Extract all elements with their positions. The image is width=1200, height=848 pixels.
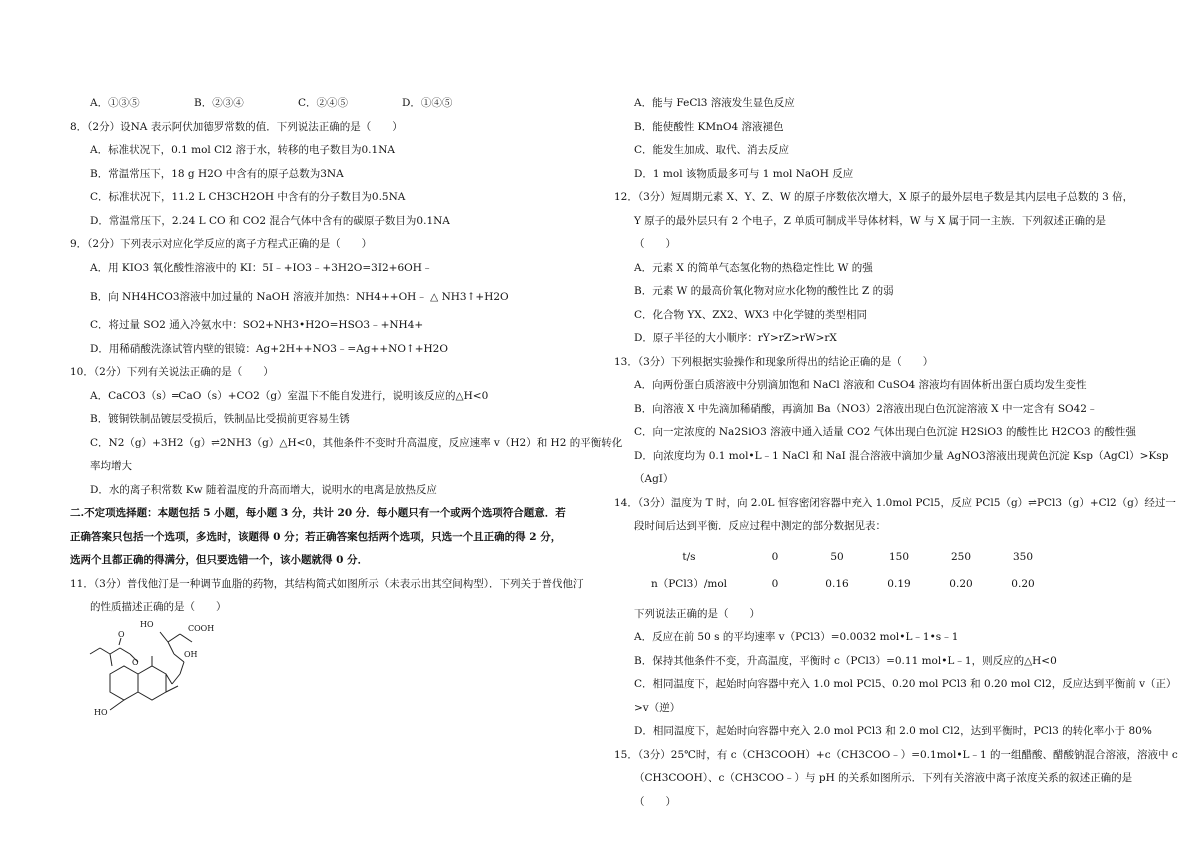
q8-option-c[interactable]: C．标准状况下，11.2 L CH3CH2OH 中含有的分子数目为0.5NA xyxy=(90,191,406,203)
pravastatin-structure-figure xyxy=(88,620,570,730)
q10-option-c-cont: 率均增大 xyxy=(90,460,132,472)
q11-option-d[interactable]: D．1 mol 该物质最多可与 1 mol NaOH 反应 xyxy=(634,167,854,180)
fig-label-cooh: COOH xyxy=(188,623,215,633)
q10-option-b[interactable]: B．镀铜铁制品镀层受损后，铁制品比受损前更容易生锈 xyxy=(90,413,350,425)
q13-option-c[interactable]: C．向一定浓度的 Na2SiO3 溶液中通入适量 CO2 气体出现白色沉淀 H2SiO3 的酸性比 H2CO3 的酸性强 xyxy=(634,426,1136,438)
q9-option-c[interactable]: C．将过量 SO2 通入冷氨水中：SO2+NH3•H2O=HSO3﹣+NH4+ xyxy=(90,319,424,331)
q11-option-c[interactable]: C．能发生加成、取代、消去反应 xyxy=(634,144,790,156)
table-cell: 150 xyxy=(888,551,910,564)
q13-option-a[interactable]: A．向两份蛋白质溶液中分别滴加饱和 NaCl 溶液和 CuSO4 溶液均有固体析出蛋白质均发生变性 xyxy=(634,379,1087,391)
table-cell: 0.20 xyxy=(1011,578,1035,591)
q9-option-d[interactable]: D．用稀硝酸洗涤试管内壁的银镜：Ag+2H++NO3﹣=Ag++NO↑+H2O xyxy=(90,342,448,355)
fig-label-o-ester: O xyxy=(132,657,139,667)
fig-label-ho-top: HO xyxy=(140,619,154,629)
q8-option-d[interactable]: D．常温常压下，2.24 L CO 和 CO2 混合气体中含有的碳原子数目为0.1NA xyxy=(90,214,450,227)
table-cell: 0.19 xyxy=(887,578,911,591)
q11-option-b[interactable]: B．能使酸性 KMnO4 溶液褪色 xyxy=(634,120,784,133)
table-cell: 350 xyxy=(1012,551,1034,564)
right-column xyxy=(614,92,1178,814)
q13-option-d[interactable]: D．向浓度均为 0.1 mol•L﹣1 NaCl 和 NaI 混合溶液中滴加少量 AgNO3溶液出现黄色沉淀 Ksp（AgCl）>Ksp xyxy=(634,449,1169,462)
q7-options xyxy=(70,92,570,116)
q14-option-c-cont: >v（逆） xyxy=(634,701,681,714)
table-row xyxy=(634,572,1054,599)
q14-stem-cont: 段时间后达到平衡．反应过程中测定的部分数据见表： xyxy=(634,520,886,532)
q11-option-a[interactable]: A．能与 FeCl3 溶液发生显色反应 xyxy=(634,97,795,109)
q15-stem-cont: （CH3COOH）、c（CH3COO﹣）与 pH 的关系如图所示．下列有关溶液中离子浓度关系的叙述正确的是（ ） xyxy=(634,772,1133,808)
pravastatin-structure-svg xyxy=(88,620,248,730)
q10-option-a[interactable]: A．CaCO3（s）═CaO（s）+CO2（g）室温下不能自发进行，说明该反应的△H<0 xyxy=(90,389,489,402)
q14-option-a[interactable]: A．反应在前 50 s 的平均速率 v（PCl3）=0.0032 mol•L﹣1•s﹣1 xyxy=(634,631,959,643)
q8-stem: 8．（2分）设NA 表示阿伏加德罗常数的值．下列说法正确的是（ ） xyxy=(70,120,403,133)
table-header-npcl3: n（PCl3）/mol xyxy=(650,578,728,591)
q8-option-b[interactable]: B．常温常压下，18 g H2O 中含有的原子总数为3NA xyxy=(90,167,344,180)
table-cell: 0.20 xyxy=(949,578,973,591)
table-cell: 50 xyxy=(830,551,844,564)
q13-option-b[interactable]: B．向溶液 X 中先滴加稀硝酸，再滴加 Ba（NO3）2溶液出现白色沉淀溶液 X 中一定含有 SO42﹣ xyxy=(634,402,1098,415)
q14-option-d[interactable]: D．相同温度下，起始时向容器中充入 2.0 mol PCl3 和 2.0 mol Cl2，达到平衡时，PCl3 的转化率小于 80% xyxy=(634,725,1152,737)
q12-option-b[interactable]: B．元素 W 的最高价氧化物对应水化物的酸性比 Z 的弱 xyxy=(634,285,894,297)
q7-option-a[interactable]: A．①③⑤ xyxy=(90,97,140,109)
q11-stem-cont: 的性质描述正确的是（ ） xyxy=(90,601,227,613)
q10-option-c[interactable]: C．N2（g）+3H2（g）⇌2NH3（g）△H<0，其他条件不变时升高温度，反应速率 v（H2）和 H2 的平衡转化 xyxy=(90,436,623,449)
table-row xyxy=(634,545,1054,572)
q14-data-table xyxy=(634,545,1054,599)
q7-option-c[interactable]: C．②④⑤ xyxy=(298,97,349,109)
q14-option-b[interactable]: B．保持其他条件不变，升高温度，平衡时 c（PCl3）=0.11 mol•L﹣1，则反应的△H<0 xyxy=(634,654,1057,667)
q9-option-b[interactable]: B．向 NH4HCO3溶液中加过量的 NaOH 溶液并加热：NH4++OH﹣ △ NH3↑+H2O xyxy=(90,291,509,303)
q13-option-d-cont: （AgI） xyxy=(634,473,674,485)
q12-stem-cont: Y 原子的最外层只有 2 个电子，Z 单质可制成半导体材料，W 与 X 属于同一主族．下列叙述正确的是（ ） xyxy=(634,214,1107,250)
section-2-instructions: 二.不定项选择题：本题包括 5 小题，每小题 3 分，共计 20 分．每小题只有一个或两个选项符合题意．若正确答案只包括一个选项，多选时，该题得 0 分；若正确答案包括两个选项，只选一个且正确的得 2 分，选两个且都正确的得满分，但只要选错一个，该小题就得 0 分． xyxy=(70,507,566,566)
left-column xyxy=(70,92,623,730)
q13-stem: 13．（3分）下列根据实验操作和现象所得出的结论正确的是（ ） xyxy=(614,355,934,368)
fig-label-o-carbonyl: O xyxy=(118,629,125,639)
q15-stem: 15．（3分）25℃时，有 c（CH3COOH）+c（CH3COO﹣）=0.1mol•L﹣1 的一组醋酸、醋酸钠混合溶液，溶液中 c xyxy=(614,748,1178,761)
q14-prompt: 下列说法正确的是（ ） xyxy=(634,607,760,620)
table-cell: 250 xyxy=(950,551,972,564)
q11-stem: 11．（3分）普伐他汀是一种调节血脂的药物，其结构简式如图所示（未表示出其空间构型）．下列关于普伐他汀 xyxy=(70,577,584,590)
q12-option-a[interactable]: A．元素 X 的简单气态氢化物的热稳定性比 W 的强 xyxy=(634,261,873,274)
q7-option-b[interactable]: B．②③④ xyxy=(194,97,244,109)
q12-option-c[interactable]: C．化合物 YX、ZX2、WX3 中化学键的类型相同 xyxy=(634,308,868,321)
q10-option-d[interactable]: D．水的离子积常数 Kw 随着温度的升高而增大，说明水的电离是放热反应 xyxy=(90,483,437,496)
table-header-time: t/s xyxy=(682,551,696,564)
table-cell: 0.16 xyxy=(825,578,849,591)
table-cell: 0 xyxy=(771,551,779,564)
q10-stem: 10．（2分）下列有关说法正确的是（ ） xyxy=(70,366,274,378)
q9-option-a[interactable]: A．用 KIO3 氧化酸性溶液中的 KI：5I﹣+IO3﹣+3H2O=3I2+6OH﹣ xyxy=(90,261,433,274)
q14-option-c[interactable]: C．相同温度下，起始时向容器中充入 1.0 mol PCl5、0.20 mol PCl3 和 0.20 mol Cl2，反应达到平衡前 v（正） xyxy=(634,678,1177,690)
fig-label-oh: OH xyxy=(184,649,198,659)
q12-option-d[interactable]: D．原子半径的大小顺序：rY>rZ>rW>rX xyxy=(634,332,837,344)
q7-option-d[interactable]: D．①④⑤ xyxy=(402,97,453,109)
q14-stem: 14．（3分）温度为 T 时，向 2.0L 恒容密闭容器中充入 1.0mol PCl5，反应 PCl5（g）⇌PCl3（g）+Cl2（g）经过一 xyxy=(614,496,1176,509)
q12-stem: 12．（3分）短周期元素 X、Y、Z、W 的原子序数依次增大，X 原子的最外层电子数是其内层电子总数的 3 倍， xyxy=(614,191,1134,203)
q9-stem: 9．（2分）下列表示对应化学反应的离子方程式正确的是（ ） xyxy=(70,238,373,250)
fig-label-ho-bottom: HO xyxy=(94,707,108,717)
q8-option-a[interactable]: A．标准状况下，0.1 mol Cl2 溶于水，转移的电子数目为0.1NA xyxy=(90,144,395,156)
table-cell: 0 xyxy=(771,578,779,591)
